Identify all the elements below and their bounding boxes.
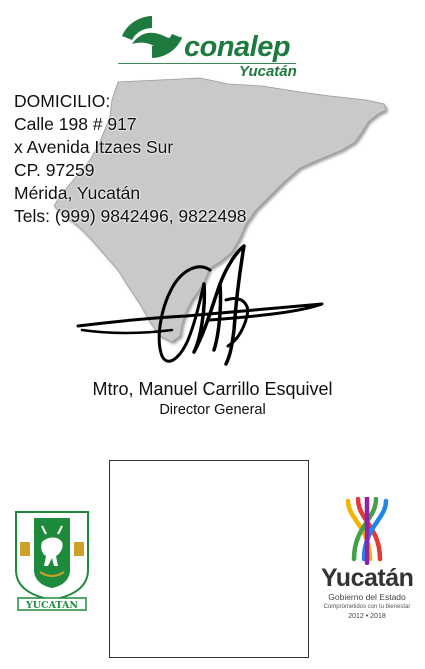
coat-of-arms-label: YUCATAN bbox=[25, 600, 79, 611]
gobierno-yucatan-logo-icon bbox=[340, 497, 394, 565]
conalep-logo-text: conalep bbox=[184, 31, 291, 63]
signatory-title-text: Director General bbox=[159, 402, 266, 418]
gobierno-yucatan-years: 2012 • 2018 bbox=[348, 613, 386, 620]
yucatan-coat-of-arms-icon bbox=[12, 508, 92, 612]
gobierno-yucatan-title: Yucatán bbox=[321, 564, 414, 592]
address-cross-street: x Avenida Itzaes Sur bbox=[14, 137, 174, 157]
address-heading: DOMICILIO: bbox=[14, 91, 111, 111]
signatory-title bbox=[0, 401, 425, 419]
photo-placeholder bbox=[109, 460, 309, 658]
signatory-name-text: Mtro, Manuel Carrillo Esquivel bbox=[92, 379, 333, 399]
signatory-name bbox=[0, 378, 425, 400]
gobierno-yucatan-tagline: Comprometidos con tu bienestar bbox=[323, 604, 411, 610]
address-city: Mérida, Yucatán bbox=[14, 183, 141, 203]
gobierno-yucatan-subtitle: Gobierno del Estado bbox=[328, 592, 406, 602]
conalep-logo-subtitle: Yucatán bbox=[239, 63, 297, 80]
address-postal-code: CP. 97259 bbox=[14, 160, 95, 180]
address-street: Calle 198 # 917 bbox=[14, 114, 137, 134]
address-phones: Tels: (999) 9842496, 9822498 bbox=[14, 206, 247, 226]
